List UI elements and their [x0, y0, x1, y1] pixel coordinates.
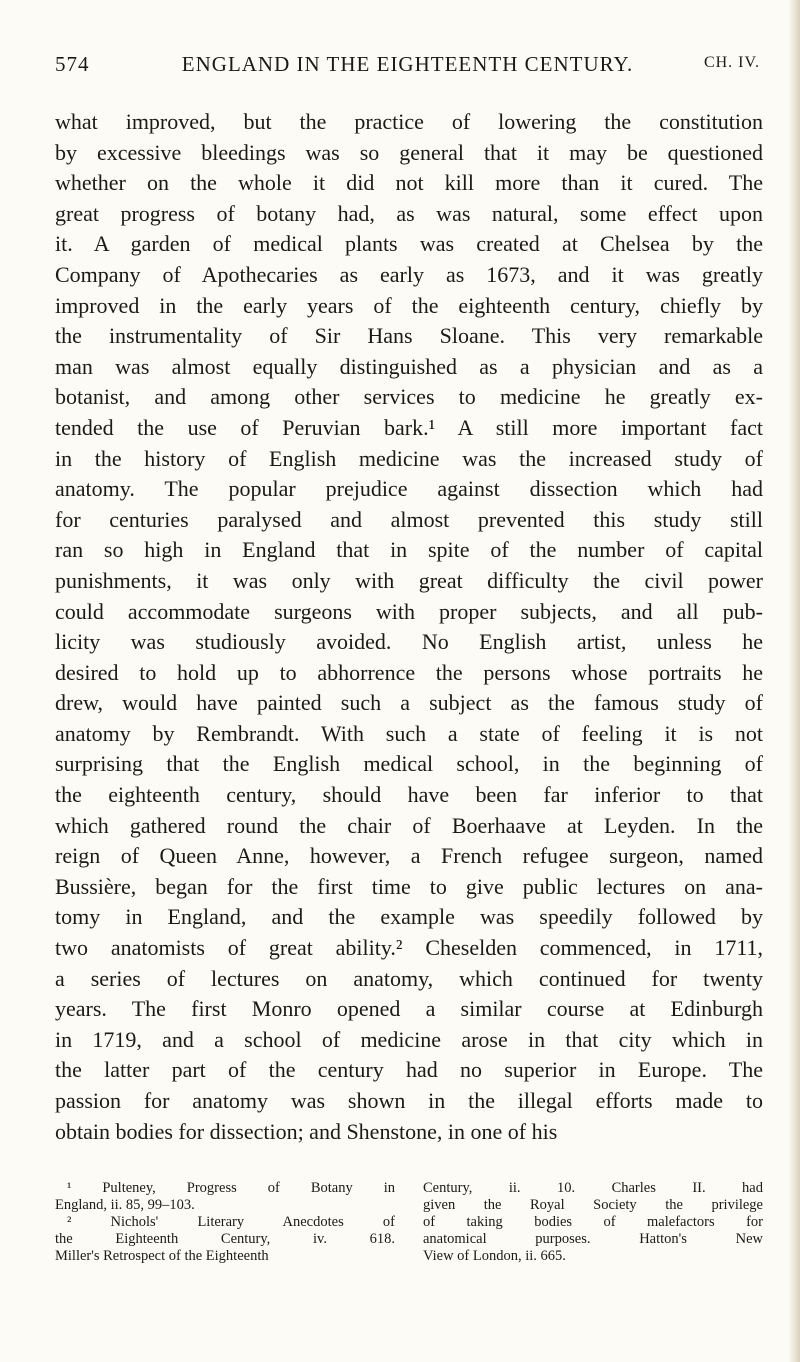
footnote-line: of taking bodies of malefactors for	[423, 1214, 763, 1230]
footnote-line: View of London, ii. 665.	[423, 1248, 566, 1264]
text-line: Bussière, began for the first time to give public lectures on ana-	[55, 873, 763, 899]
text-line: years. The first Monro opened a similar course at Edinburgh	[55, 996, 763, 1022]
text-line: reign of Queen Anne, however, a French refugee surgeon, named	[55, 843, 763, 869]
text-line: the latter part of the century had no superior in Europe. The	[55, 1057, 763, 1083]
text-line: anatomy. The popular prejudice against dissection which had	[55, 476, 763, 502]
text-line: what improved, but the practice of lowering the constitution	[55, 109, 763, 134]
text-line: drew, would have painted such a subject as the famous study of	[55, 690, 763, 716]
footnotes-right-column	[423, 1180, 763, 1265]
running-title: ENGLAND IN THE EIGHTEENTH CENTURY.	[181, 52, 634, 76]
footnotes	[55, 1180, 763, 1265]
text-line: it. A garden of medical plants was created at Chelsea by the	[55, 231, 763, 257]
text-line: passion for anatomy was shown in the illegal efforts made to	[55, 1088, 763, 1113]
text-line: whether on the whole it did not kill more than it cured. The	[55, 170, 763, 196]
text-line: Company of Apothecaries as early as 1673, and it was greatly	[55, 261, 763, 287]
footnote-line: Miller's Retrospect of the Eighteenth	[55, 1248, 269, 1264]
text-line: for centuries paralysed and almost prevented this study still	[55, 506, 763, 532]
footnote-line: ¹ Pulteney, Progress of Botany in	[67, 1180, 395, 1196]
chapter-label: CH. IV.	[703, 54, 760, 71]
text-line: great progress of botany had, as was natural, some effect upon	[55, 200, 763, 226]
text-line: could accommodate surgeons with proper subjects, and all pub-	[55, 598, 763, 624]
text-line: in 1719, and a school of medicine arose in that city which in	[55, 1026, 763, 1052]
text-line: ran so high in England that in spite of the number of capital	[55, 537, 763, 563]
text-line: the eighteenth century, should have been far inferior to that	[55, 782, 763, 808]
text-line: obtain bodies for dissection; and Shenstone, in one of his	[55, 1118, 558, 1144]
text-line: which gathered round the chair of Boerhaave at Leyden. In the	[55, 812, 763, 838]
text-line: botanist, and among other services to medicine he greatly ex-	[55, 384, 763, 410]
footnote-line: the Eighteenth Century, iv. 618.	[55, 1231, 395, 1247]
text-line: anatomy by Rembrandt. With such a state of feeling it is not	[55, 720, 763, 746]
text-line: surprising that the English medical school, in the beginning of	[55, 751, 763, 777]
footnote-line: anatomical purposes. Hatton's New	[423, 1231, 763, 1247]
main-text	[55, 107, 763, 1147]
footnote-line: given the Royal Society the privilege	[423, 1197, 763, 1213]
text-line: the instrumentality of Sir Hans Sloane. This very remarkable	[55, 323, 763, 349]
footnote-line: Century, ii. 10. Charles II. had	[423, 1180, 763, 1196]
text-line: tomy in England, and the example was speedily followed by	[55, 904, 763, 930]
footnotes-left-column	[55, 1180, 395, 1265]
running-header	[55, 52, 760, 86]
footnote-line: England, ii. 85, 99–103.	[55, 1197, 195, 1213]
text-line: improved in the early years of the eighteenth century, chiefly by	[55, 292, 763, 318]
page-edge	[788, 0, 800, 1362]
text-line: licity was studiously avoided. No English artist, unless he	[55, 629, 763, 655]
text-line: in the history of English medicine was the increased study of	[55, 445, 763, 471]
text-line: by excessive bleedings was so general that it may be questioned	[55, 139, 763, 165]
footnote-line: ² Nichols' Literary Anecdotes of	[67, 1214, 395, 1230]
text-line: desired to hold up to abhorrence the persons whose portraits he	[55, 659, 763, 685]
text-line: two anatomists of great ability.² Cheselden commenced, in 1711,	[55, 935, 763, 961]
text-line: a series of lectures on anatomy, which continued for twenty	[55, 965, 763, 991]
page-number: 574	[55, 52, 90, 76]
text-line: man was almost equally distinguished as a physician and as a	[55, 353, 763, 379]
text-line: punishments, it was only with great difficulty the civil power	[55, 567, 763, 593]
text-line: tended the use of Peruvian bark.¹ A still more important fact	[55, 414, 763, 440]
